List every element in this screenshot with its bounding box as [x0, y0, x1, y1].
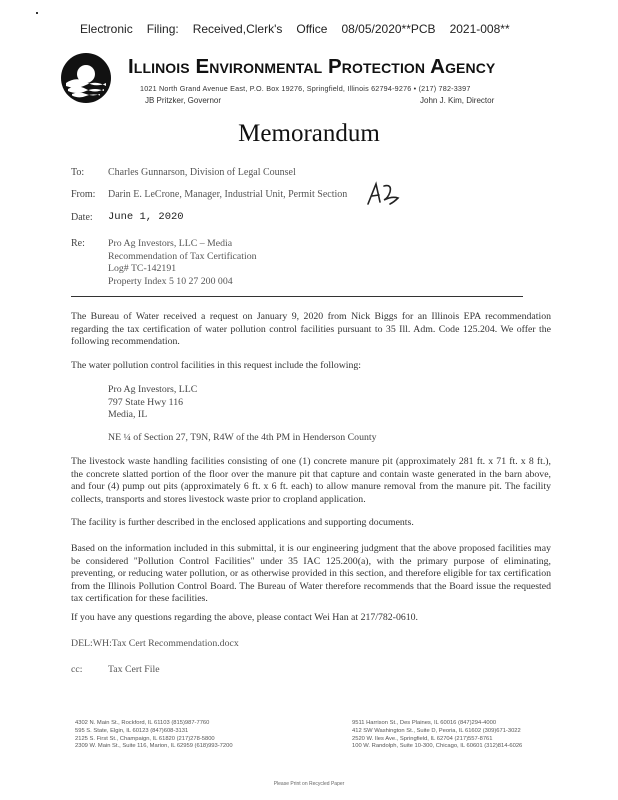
stamp-office: Office [296, 22, 328, 36]
paragraph-contact: If you have any questions regarding the above, please contact Wei Han at 217/782-0610. [71, 612, 418, 623]
re-line: Log# TC-142191 [108, 263, 177, 274]
from-value: Darin E. LeCrone, Manager, Industrial Unit, Permit Section [108, 189, 348, 200]
header-divider [71, 296, 523, 297]
re-line: Pro Ag Investors, LLC – Media [108, 238, 233, 249]
to-label: To: [71, 167, 85, 178]
cc-value: Tax Cert File [108, 664, 160, 675]
footer-office: 595 S. State, Elgin, IL 60123 (847)608-3131 [75, 727, 189, 734]
paragraph-further-described: The facility is further described in the enclosed applications and supporting documents. [71, 517, 414, 528]
footer-office: 2520 W. Iles Ave., Springfield, IL 62704 (217)557-8761 [352, 735, 493, 742]
agency-address: 1021 North Grand Avenue East, P.O. Box 19276, Springfield, Illinois 62794-9276 • (217) 782-3397 [140, 84, 471, 93]
memo-title: Memorandum [238, 120, 380, 147]
stamp-case-number: 2021-008** [449, 22, 510, 36]
paragraph-engineering-judgment: Based on the information included in this submittal, it is our engineering judgment that the above proposed facilities may be considered "Pollution Control Facilities" under 35 IAC 125.200(a), with the primary purpose of eliminating, preventing, or reducing water pollution, or as otherwise provided in this section, and therefore eligible for tax certification from the Illinois Pollution Control Board. The Bureau of Water therefore recommends that the Board issue the requested tax certification for these facilities. [71, 543, 551, 605]
footer-office: 2309 W. Main St., Suite 116, Marion, IL 62959 (618)993-7200 [75, 743, 233, 750]
reference-line: DEL:WH:Tax Cert Recommendation.docx [71, 638, 239, 649]
handwritten-initials [364, 180, 410, 210]
footer-offices-left [75, 720, 233, 751]
stamp-filing: Filing: [146, 22, 179, 36]
agency-seal-logo [60, 52, 112, 104]
director-name: John J. Kim, Director [420, 96, 495, 105]
date-label: Date: [71, 212, 93, 223]
footer-office: 100 W. Randolph, Suite 10-300, Chicago, IL 60601 (312)814-6026 [352, 743, 523, 750]
legal-location: NE ¼ of Section 27, T9N, R4W of the 4th PM in Henderson County [108, 432, 377, 443]
stamp-electronic: Electronic [80, 22, 133, 36]
scan-speck [36, 12, 38, 14]
footer-office: 2125 S. First St., Champaign, IL 61820 (217)278-5800 [75, 735, 215, 742]
date-value: June 1, 2020 [108, 211, 184, 223]
owner-street: 797 State Hwy 116 [108, 396, 184, 408]
recycled-paper-note: Please Print on Recycled Paper [273, 781, 345, 787]
paragraph-request: The Bureau of Water received a request on January 9, 2020 from Nick Biggs for an Illinois EPA recommendation regarding the tax certification of water pollution control facilities pursuant to 35 Ill. Adm. Code 125.204. We offer the following recommendation. [71, 311, 551, 348]
re-label: Re: [71, 238, 85, 249]
cc-label: cc: [71, 664, 83, 675]
owner-name: Pro Ag Investors, LLC [108, 384, 198, 395]
to-value: Charles Gunnarson, Division of Legal Counsel [108, 167, 296, 178]
owner-address-block [108, 384, 197, 422]
re-line: Recommendation of Tax Certification [108, 250, 257, 262]
re-line: Property Index 5 10 27 200 004 [108, 275, 233, 287]
footer-office: 412 SW Washington St., Suite D, Peoria, IL 61602 (309)671-3022 [352, 727, 521, 734]
stamp-date-board: 08/05/2020**PCB [341, 22, 436, 36]
re-block [108, 238, 257, 288]
from-label: From: [71, 189, 96, 200]
footer-offices-right [352, 720, 522, 751]
owner-city: Media, IL [108, 409, 148, 421]
paragraph-facility-description: The livestock waste handling facilities consisting of one (1) concrete manure pit (approximately 281 ft. x 71 ft. x 8 ft.), the concrete slatted portion of the floor over the manure pit that capture and contain waste generated in the barn above, and four (4) pump out pits (approximately 6 ft. x 6 ft. each) to allow manure removal from the manure pit. The facility collects, transports and stores livestock waste prior to cropland application. [71, 456, 551, 505]
footer-office: 4302 N. Main St., Rockford, IL 61103 (815)987-7760 [75, 720, 210, 726]
footer-office: 9511 Harrison St., Des Plaines, IL 60016 (847)294-4000 [352, 720, 497, 726]
paragraph-facilities-intro: The water pollution control facilities in this request include the following: [71, 360, 362, 371]
governor-name: JB Pritzker, Governor [145, 96, 222, 105]
agency-name: Illinois Environmental Protection Agency [128, 55, 496, 78]
stamp-received: Received,Clerk's [192, 22, 283, 36]
filing-stamp [80, 22, 524, 36]
